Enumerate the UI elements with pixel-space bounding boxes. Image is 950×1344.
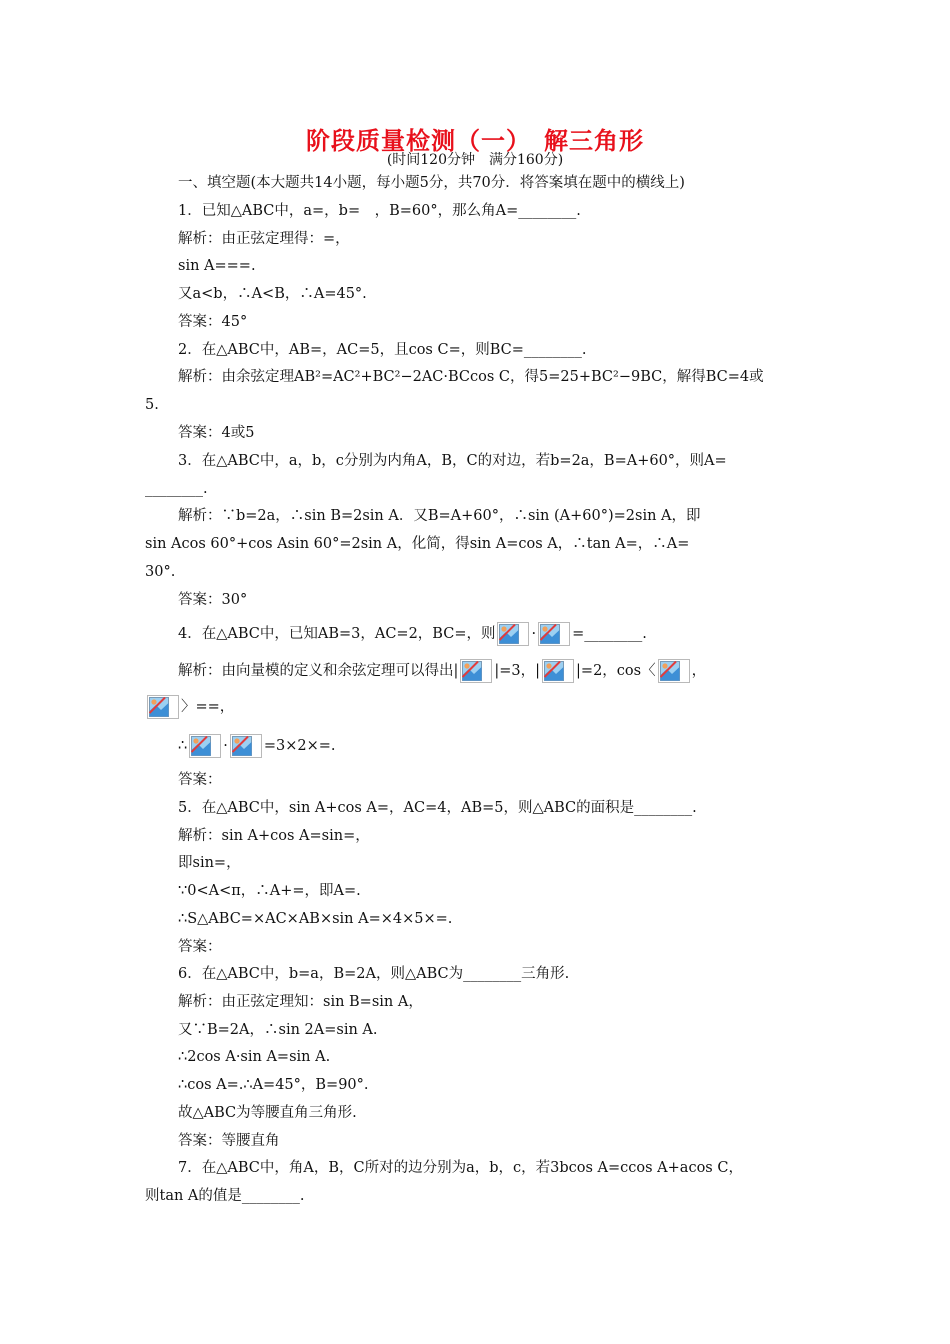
dot-operator: · xyxy=(223,738,228,754)
solution-line: 解析：∵b=2a，∴sin B=2sin A．又B=A+60°，∴sin (A+60°)=2sin A，即 xyxy=(178,508,701,524)
question-4-blank: =________. xyxy=(572,626,647,642)
solution-text: |=3，| xyxy=(494,663,541,679)
solution-line: ∴cos A=.∴A=45°，B=90°. xyxy=(178,1077,369,1093)
broken-image-icon xyxy=(230,734,262,758)
solution-text: ∴ xyxy=(178,738,188,754)
answer-line: 答案：30° xyxy=(178,592,248,608)
question-3-blank: ________. xyxy=(145,481,208,497)
broken-image-icon xyxy=(538,622,570,646)
solution-text: |=2，cos〈 xyxy=(576,663,656,679)
solution-line: ∵0<A<π，∴A+=，即A=. xyxy=(178,883,361,899)
question-5: 5．在△ABC中，sin A+cos A=，AC=4，AB=5，则△ABC的面积是________. xyxy=(178,800,697,816)
question-7-blank: 则tan A的值是________. xyxy=(145,1188,305,1204)
solution-text: ， xyxy=(691,663,707,679)
page-title: 阶段质量检测（一） 解三角形 xyxy=(306,127,644,155)
broken-image-icon xyxy=(460,659,492,683)
solution-line: 解析：sin A+cos A=sin=， xyxy=(178,828,370,844)
solution-text: 解析：由向量模的定义和余弦定理可以得出| xyxy=(178,663,459,679)
exam-info: (时间120分钟 满分160分) xyxy=(386,152,564,168)
question-4 xyxy=(178,621,647,647)
broken-image-icon xyxy=(497,622,529,646)
question-6: 6．在△ABC中，b=a，B=2A，则△ABC为________三角形. xyxy=(178,966,570,982)
solution-line: 解析：由正弦定理得：=， xyxy=(178,231,350,247)
solution-line: 故△ABC为等腰直角三角形. xyxy=(178,1105,357,1121)
broken-image-icon xyxy=(189,734,221,758)
solution-text: 〉==， xyxy=(181,699,235,715)
solution-line xyxy=(178,733,336,759)
answer-line: 答案： xyxy=(178,939,222,955)
solution-line: sin Acos 60°+cos Asin 60°=2sin A，化简，得sin A=cos A，∴tan A=，∴A= xyxy=(145,536,690,552)
section-heading: 一、填空题(本大题共14小题，每小题5分，共70分．将答案填在题中的横线上) xyxy=(178,175,685,191)
answer-line: 答案： xyxy=(178,772,222,788)
solution-line: 又a<b，∴A<B，∴A=45°. xyxy=(178,286,367,302)
solution-line: ∴2cos A·sin A=sin A. xyxy=(178,1049,331,1065)
solution-text: =3×2×=. xyxy=(263,738,336,754)
answer-line: 答案：等腰直角 xyxy=(178,1133,280,1149)
question-1: 1．已知△ABC中，a=，b= ，B=60°，那么角A=________. xyxy=(178,203,581,219)
question-3: 3．在△ABC中，a，b，c分别为内角A，B，C的对边，若b=2a，B=A+60°，则A= xyxy=(178,453,727,469)
answer-line: 答案：4或5 xyxy=(178,425,255,441)
solution-line: 30°. xyxy=(145,564,176,580)
question-4-text: 4．在△ABC中，已知AB=3，AC=2，BC=，则 xyxy=(178,626,496,642)
solution-line: sin A===. xyxy=(178,258,256,274)
solution-line: 解析：由正弦定理知：sin B=sin A， xyxy=(178,994,423,1010)
solution-line: ∴S△ABC=×AC×AB×sin A=×4×5×=. xyxy=(178,911,453,927)
solution-line: 5. xyxy=(145,397,159,413)
dot-operator: · xyxy=(531,626,537,642)
solution-line: 即sin=， xyxy=(178,855,241,871)
solution-line xyxy=(178,658,706,684)
broken-image-icon xyxy=(542,659,574,683)
question-2: 2．在△ABC中，AB=，AC=5，且cos C=，则BC=________. xyxy=(178,342,587,358)
broken-image-icon xyxy=(147,695,179,719)
broken-image-icon xyxy=(658,659,690,683)
question-7: 7．在△ABC中，角A，B，C所对的边分别为a，b，c，若3bcos A=ccos A+acos C， xyxy=(178,1160,743,1176)
solution-line xyxy=(145,694,234,720)
solution-line: 又∵B=2A，∴sin 2A=sin A. xyxy=(178,1022,378,1038)
answer-line: 答案：45° xyxy=(178,314,248,330)
solution-line: 解析：由余弦定理AB²=AC²+BC²−2AC·BCcos C，得5=25+BC²−9BC，解得BC=4或 xyxy=(178,369,764,385)
